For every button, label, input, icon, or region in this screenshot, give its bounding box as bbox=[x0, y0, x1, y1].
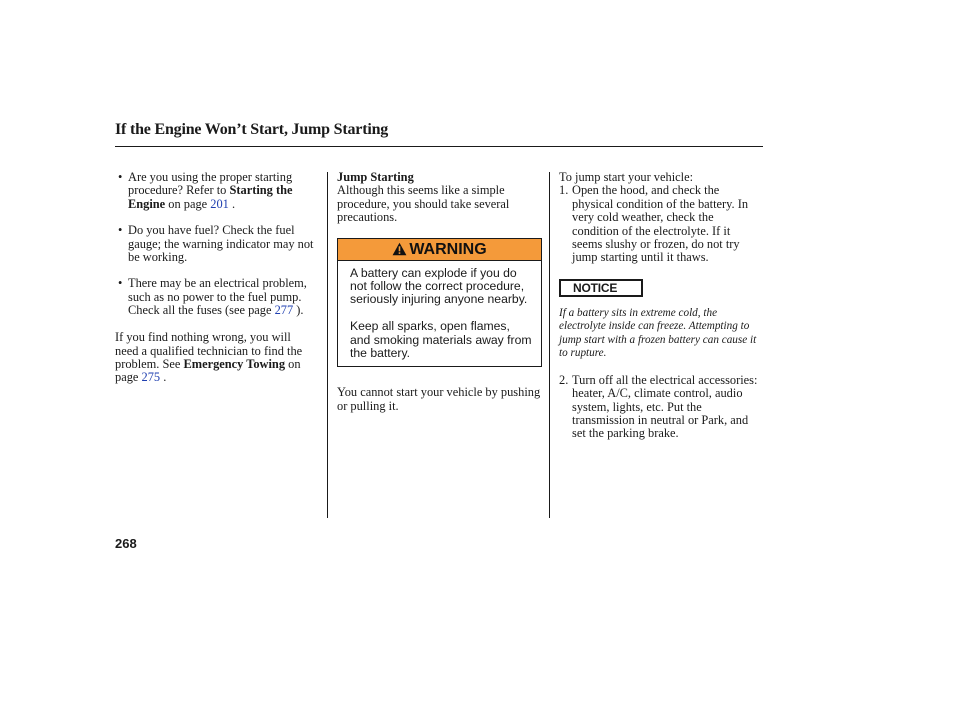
procedure-intro: To jump start your vehicle: bbox=[559, 170, 694, 184]
bullet-starting-procedure: • Are you using the proper starting procedure? Refer to Starting the Engine on page 201 . bbox=[118, 170, 293, 211]
step-1: 1. Open the hood, and check the physical condition of the battery. In very cold weather, check the condition of the electrolyte. If it seems slushy or frozen, do not try jump starting until it thaws. bbox=[559, 183, 749, 265]
page-link-275[interactable]: 275 bbox=[141, 370, 161, 385]
notice-text: If a battery sits in extreme cold, the electrolyte inside can freeze. Attempting to jump start with a frozen battery can cause it to rupture. bbox=[559, 306, 757, 360]
title-rule bbox=[115, 146, 763, 147]
notice-badge: NOTICE bbox=[559, 279, 643, 297]
page-link-277[interactable]: 277 bbox=[274, 303, 294, 318]
bullet-dot: • bbox=[118, 170, 123, 184]
warning-box bbox=[337, 238, 542, 368]
warning-text-explode: A battery can explode if you do not follow the correct procedure, seriously injuring anyone nearby. bbox=[350, 265, 528, 307]
warning-triangle-icon bbox=[392, 242, 407, 256]
xref-emergency-towing: Emergency Towing bbox=[183, 356, 286, 371]
page-number: 268 bbox=[115, 536, 137, 551]
column-divider-2 bbox=[549, 172, 550, 518]
warning-header bbox=[338, 239, 541, 261]
bullet-fuel: • Do you have fuel? Check the fuel gauge; the warning indicator may not be working. bbox=[118, 223, 314, 265]
section-heading-jump-starting: Jump Starting bbox=[337, 170, 414, 184]
xref-starting-the-engine: Starting the Engine bbox=[128, 183, 293, 211]
warning-text-sparks: Keep all sparks, open flames, and smoking materials away from the battery. bbox=[350, 319, 532, 361]
bullet-dot: • bbox=[118, 276, 123, 291]
paragraph-nothing-wrong: If you find nothing wrong, you will need a qualified technician to find the problem. See Emergency Towing on page 275 . bbox=[115, 330, 303, 385]
column-1 bbox=[115, 171, 315, 385]
column-3 bbox=[559, 171, 763, 441]
warning-label: WARNING bbox=[409, 240, 487, 258]
warning-body bbox=[338, 261, 541, 367]
page-title: If the Engine Won’t Start, Jump Starting bbox=[115, 121, 389, 138]
jump-starting-intro: Although this seems like a simple procedure, you should take several precautions. bbox=[337, 183, 510, 225]
step-number: 2. bbox=[559, 372, 569, 387]
step-number: 1. bbox=[559, 183, 569, 198]
page-link-201[interactable]: 201 bbox=[210, 196, 229, 211]
bullet-dot: • bbox=[118, 223, 123, 238]
column-2 bbox=[337, 171, 542, 413]
step-2: 2. Turn off all the electrical accessories: heater, A/C, climate control, audio system, lights, etc. Put the transmission in neutral or Park, and set the parking brake. bbox=[559, 372, 758, 441]
column-divider-1 bbox=[327, 172, 328, 518]
push-start-note: You cannot start your vehicle by pushing or pulling it. bbox=[337, 385, 541, 413]
bullet-electrical: • There may be an electrical problem, such as no power to the fuel pump. Check all the fuses (see page 277 ). bbox=[118, 276, 307, 318]
